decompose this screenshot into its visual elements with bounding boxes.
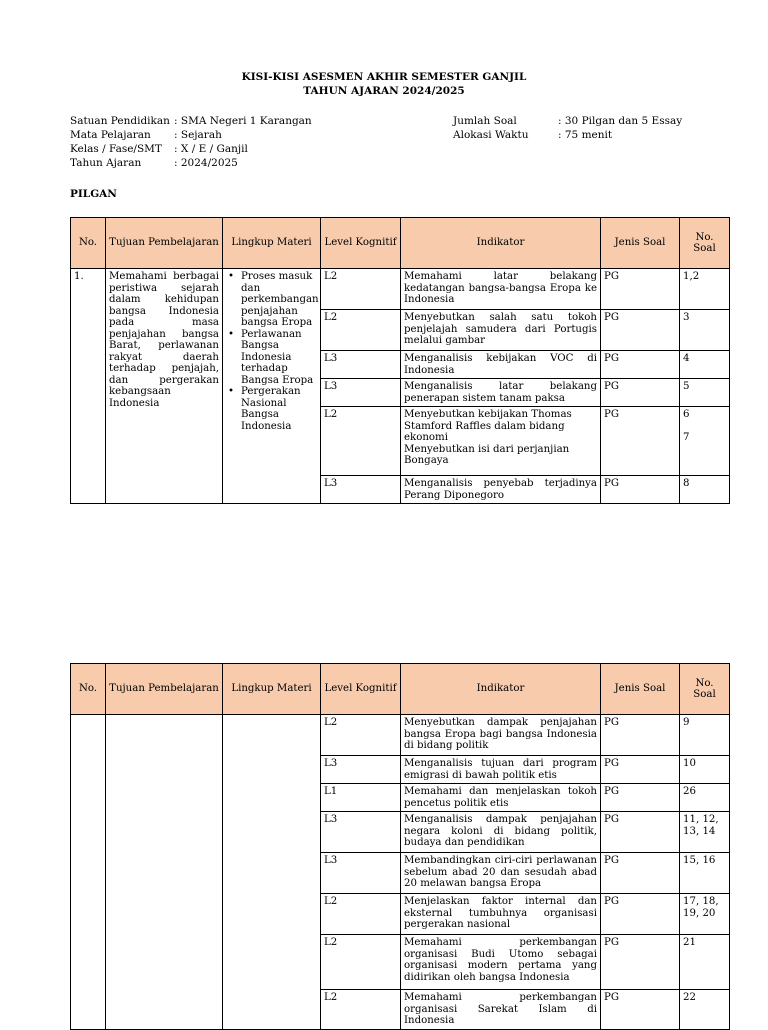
- cell-lingkup: [223, 269, 321, 504]
- indikator-text-2: Menyebutkan isi dari perjanjian Bongaya: [404, 443, 570, 466]
- table-header-row: [71, 664, 730, 715]
- no-soal-value-2: 7: [683, 431, 690, 443]
- info-row-alokasi-waktu: [453, 128, 682, 142]
- header-lingkup: Lingkup Materi: [223, 664, 321, 715]
- info-label: Kelas / Fase/SMT: [70, 143, 162, 155]
- cell-no: [71, 715, 106, 1030]
- cell-indikator: Menjelaskan faktor internal dan eksternal tumbuhnya organisasi pergerakan nasional: [401, 894, 601, 935]
- cell-indikator: Memahami perkembangan organisasi Sarekat Islam di Indonesia: [401, 990, 601, 1030]
- header-jenis: Jenis Soal: [601, 218, 680, 269]
- kisi-kisi-table-1: [70, 217, 730, 504]
- cell-level: L1: [321, 784, 401, 812]
- info-label: Tahun Ajaran: [70, 157, 142, 169]
- cell-indikator: Menganalisis tujuan dari program emigrasi di bawah politik etis: [401, 756, 601, 784]
- cell-level: L3: [321, 756, 401, 784]
- info-row-kelas: [70, 142, 312, 156]
- header-no: No.: [71, 218, 106, 269]
- cell-level: L2: [321, 935, 401, 990]
- table-row: [71, 269, 730, 310]
- cell-tujuan: Memahami berbagai peristiwa sejarah dalam kehidupan bangsa Indonesia pada masa penjajahan bangsa Barat, perlawanan rakyat daerah terhadap penjajah, dan pergerakan kebangsaan Indonesia: [106, 269, 223, 504]
- header-tujuan: Tujuan Pembelajaran: [106, 218, 223, 269]
- cell-indikator: [401, 407, 601, 476]
- info-left: [70, 114, 312, 170]
- cell-no-soal: 9: [680, 715, 730, 756]
- lingkup-item: • Proses masuk dan perkembangan penjajahan bangsa Eropa: [241, 271, 317, 329]
- info-row-satuan: [70, 114, 312, 128]
- lingkup-item: • Pergerakan Nasional Bangsa Indonesia: [241, 386, 317, 432]
- indikator-text: Menyebutkan kebijakan Thomas Stamford Raffles dalam bidang ekonomi: [404, 409, 572, 443]
- info-label: Jumlah Soal: [453, 115, 517, 127]
- table-header-row: [71, 218, 730, 269]
- cell-jenis: PG: [601, 379, 680, 407]
- header-level: Level Kognitif: [321, 664, 401, 715]
- cell-jenis: PG: [601, 715, 680, 756]
- info-row-jumlah-soal: [453, 114, 682, 128]
- cell-no-soal: 10: [680, 756, 730, 784]
- header-lingkup: Lingkup Materi: [223, 218, 321, 269]
- cell-indikator: Menyebutkan salah satu tokoh penjelajah samudera dari Portugis melalui gambar: [401, 310, 601, 351]
- cell-tujuan: [106, 715, 223, 1030]
- cell-indikator: Membandingkan ciri-ciri perlawanan sebelum abad 20 dan sesudah abad 20 melawan bangsa Eropa: [401, 853, 601, 894]
- cell-level: L2: [321, 310, 401, 351]
- info-value: : 2024/2025: [174, 157, 238, 169]
- cell-jenis: PG: [601, 407, 680, 476]
- title-line-1: KISI-KISI ASESMEN AKHIR SEMESTER GANJIL: [241, 71, 527, 83]
- cell-indikator: Memahami perkembangan organisasi Budi Utomo sebagai organisasi modern pertama yang didirikan oleh bangsa Indonesia: [401, 935, 601, 990]
- cell-level: L2: [321, 894, 401, 935]
- cell-jenis: PG: [601, 351, 680, 379]
- cell-no-soal: 1,2: [680, 269, 730, 310]
- cell-no-soal: 15, 16: [680, 853, 730, 894]
- cell-indikator: Menganalisis penyebab terjadinya Perang Diponegoro: [401, 476, 601, 504]
- header-no: No.: [71, 664, 106, 715]
- cell-indikator: Menyebutkan dampak penjajahan bangsa Eropa bagi bangsa Indonesia di bidang politik: [401, 715, 601, 756]
- cell-level: L2: [321, 990, 401, 1030]
- info-value: : SMA Negeri 1 Karangan: [174, 115, 312, 127]
- cell-no-soal: 11, 12, 13, 14: [680, 812, 730, 853]
- lingkup-list: [226, 271, 317, 432]
- cell-jenis: PG: [601, 784, 680, 812]
- info-value: : Sejarah: [174, 129, 222, 141]
- cell-level: L3: [321, 853, 401, 894]
- info-row-tahun: [70, 156, 312, 170]
- kisi-kisi-table-2: [70, 663, 730, 1030]
- cell-jenis: PG: [601, 812, 680, 853]
- cell-jenis: PG: [601, 853, 680, 894]
- cell-level: L3: [321, 379, 401, 407]
- cell-jenis: PG: [601, 310, 680, 351]
- cell-level: L2: [321, 407, 401, 476]
- info-value: : X / E / Ganjil: [174, 143, 248, 155]
- header-tujuan: Tujuan Pembelajaran: [106, 664, 223, 715]
- cell-no-soal: 8: [680, 476, 730, 504]
- cell-indikator: Memahami latar belakang kedatangan bangsa-bangsa Eropa ke Indonesia: [401, 269, 601, 310]
- header-no-soal: No. Soal: [680, 218, 730, 269]
- cell-no-soal: [680, 407, 730, 476]
- info-row-mapel: [70, 128, 312, 142]
- cell-level: L3: [321, 476, 401, 504]
- header-indikator: Indikator: [401, 218, 601, 269]
- cell-level: L2: [321, 269, 401, 310]
- cell-jenis: PG: [601, 990, 680, 1030]
- info-label: Alokasi Waktu: [453, 129, 529, 141]
- info-right: [453, 114, 682, 142]
- header-jenis: Jenis Soal: [601, 664, 680, 715]
- section-label: PILGAN: [70, 188, 117, 200]
- header-indikator: Indikator: [401, 664, 601, 715]
- info-value: : 75 menit: [558, 129, 613, 141]
- header-no-soal: No. Soal: [680, 664, 730, 715]
- info-value: : 30 Pilgan dan 5 Essay: [558, 115, 683, 127]
- info-label: Mata Pelajaran: [70, 129, 151, 141]
- cell-indikator: Menganalisis kebijakan VOC di Indonesia: [401, 351, 601, 379]
- cell-indikator: Memahami dan menjelaskan tokoh pencetus politik etis: [401, 784, 601, 812]
- cell-jenis: PG: [601, 756, 680, 784]
- no-soal-value: 6: [683, 409, 690, 420]
- cell-indikator: Menganalisis latar belakang penerapan sistem tanam paksa: [401, 379, 601, 407]
- cell-no-soal: 22: [680, 990, 730, 1030]
- header-level: Level Kognitif: [321, 218, 401, 269]
- cell-jenis: PG: [601, 894, 680, 935]
- cell-no-soal: 5: [680, 379, 730, 407]
- cell-level: L3: [321, 351, 401, 379]
- cell-jenis: PG: [601, 269, 680, 310]
- cell-no-soal: 26: [680, 784, 730, 812]
- cell-level: L3: [321, 812, 401, 853]
- cell-lingkup: [223, 715, 321, 1030]
- cell-no-soal: 17, 18, 19, 20: [680, 894, 730, 935]
- cell-indikator: Menganalisis dampak penjajahan negara koloni di bidang politik, budaya dan pendidikan: [401, 812, 601, 853]
- cell-no-soal: 21: [680, 935, 730, 990]
- info-label: Satuan Pendidikan: [70, 115, 170, 127]
- cell-level: L2: [321, 715, 401, 756]
- title-line-2: TAHUN AJARAN 2024/2025: [303, 85, 465, 97]
- cell-no-soal: 4: [680, 351, 730, 379]
- cell-jenis: PG: [601, 476, 680, 504]
- lingkup-item: • Perlawanan Bangsa Indonesia terhadap Bangsa Eropa: [241, 329, 317, 387]
- cell-no: 1.: [71, 269, 106, 504]
- cell-jenis: PG: [601, 935, 680, 990]
- cell-no-soal: 3: [680, 310, 730, 351]
- document-title: [0, 70, 768, 98]
- table-row: [71, 715, 730, 756]
